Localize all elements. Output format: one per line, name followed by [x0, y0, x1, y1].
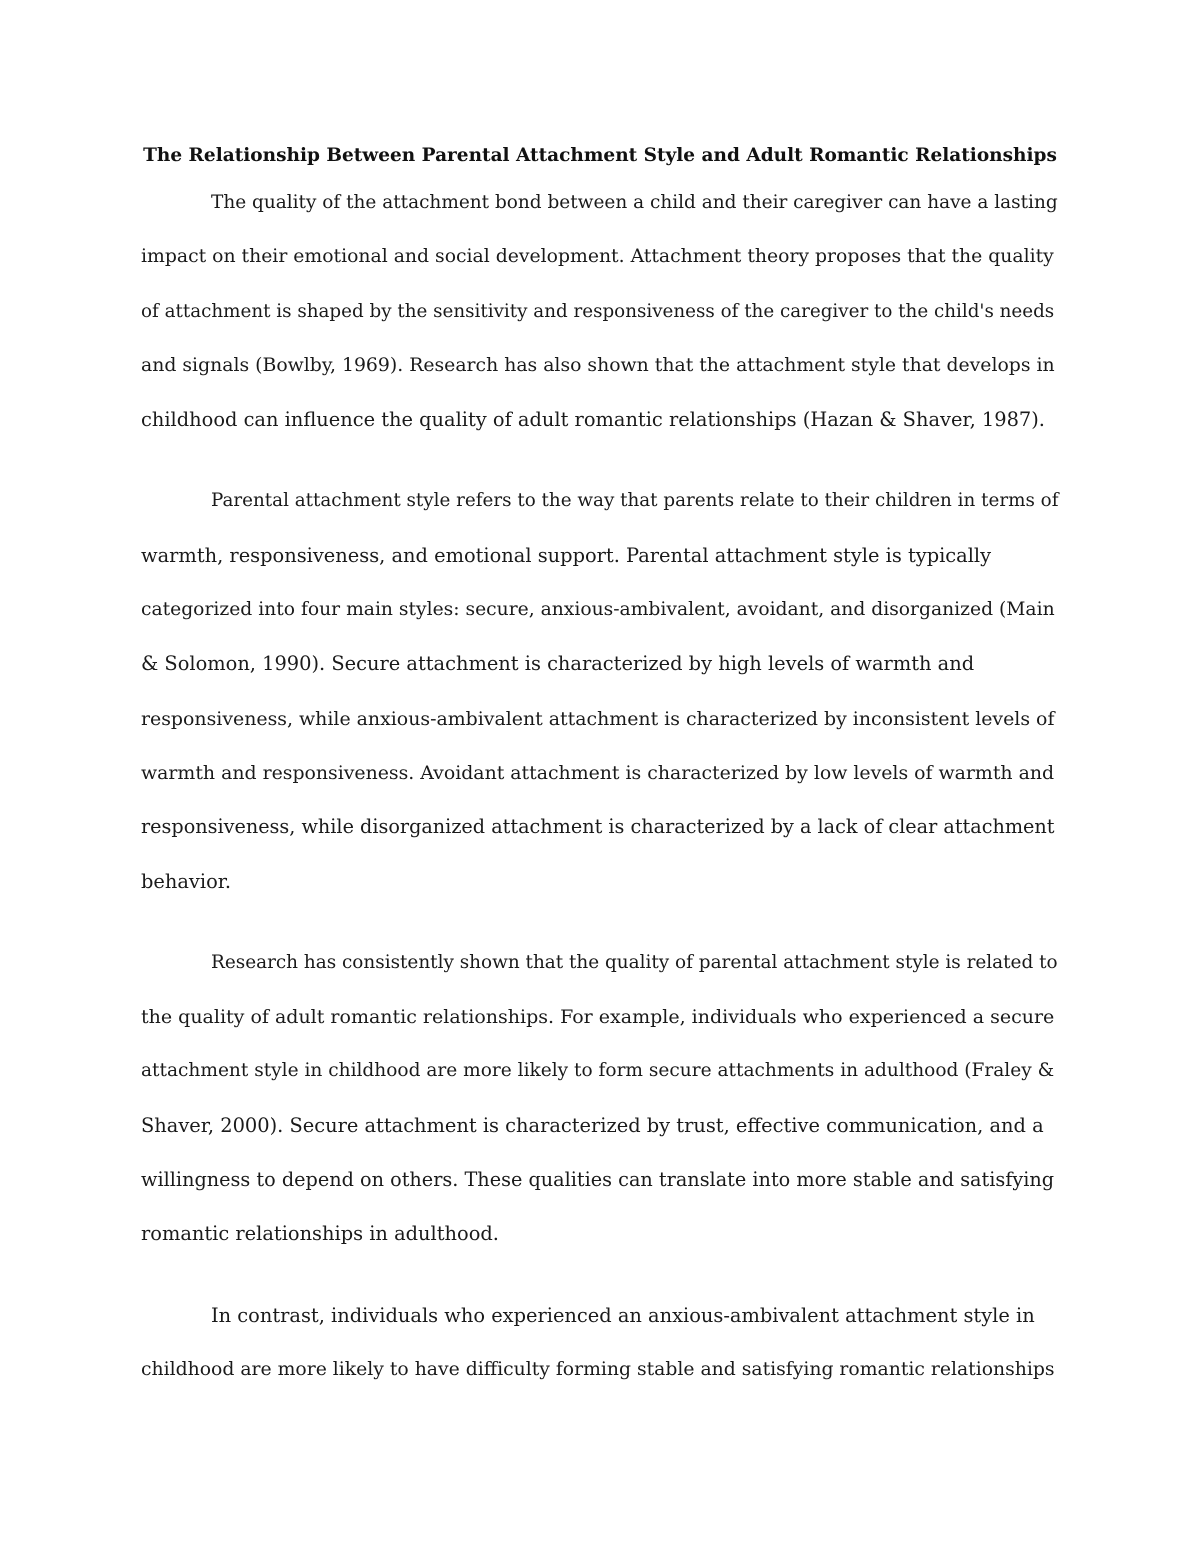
text-line: impact on their emotional and social development. Attachment theory proposes that the quality: [141, 246, 1054, 268]
text-line: Parental attachment style refers to the way that parents relate to their children in terms of: [211, 490, 1059, 512]
text-line: Research has consistently shown that the quality of parental attachment style is related to: [211, 951, 1058, 973]
document-body: [141, 136, 1059, 1397]
paragraph-parental-styles: [141, 474, 1059, 908]
text-line: and signals (Bowlby, 1969). Research has also shown that the attachment style that develops in: [141, 354, 1055, 376]
text-line: behavior.: [141, 869, 232, 893]
text-line: & Solomon, 1990). Secure attachment is characterized by high levels of warmth and: [141, 652, 975, 676]
text-line: the quality of adult romantic relationships. For example, individuals who experienced a secure: [141, 1006, 1055, 1029]
text-line: willingness to depend on others. These qualities can translate into more stable and satisfying: [141, 1168, 1055, 1192]
text-line: attachment style in childhood are more likely to form secure attachments in adulthood (Fraley &: [141, 1060, 1055, 1082]
text-line: The quality of the attachment bond between a child and their caregiver can have a lasting: [211, 192, 1058, 213]
text-line: warmth, responsiveness, and emotional support. Parental attachment style is typically: [141, 543, 992, 567]
document-title: The Relationship Between Parental Attachment Style and Adult Romantic Relationships: [143, 145, 1057, 166]
text-line: childhood can influence the quality of adult romantic relationships (Hazan & Shaver, 1987).: [141, 408, 1045, 432]
paragraph-research-findings: [141, 936, 1059, 1262]
text-line: responsiveness, while anxious-ambivalent attachment is characterized by inconsistent levels of: [141, 707, 1055, 730]
text-line: romantic relationships in adulthood.: [141, 1222, 499, 1246]
text-line: categorized into four main styles: secure, anxious-ambivalent, avoidant, and disorganized (Main: [141, 599, 1055, 621]
text-line: responsiveness, while disorganized attachment is characterized by a lack of clear attachment: [141, 815, 1055, 839]
text-line: In contrast, individuals who experienced an anxious-ambivalent attachment style in: [211, 1303, 1035, 1327]
paragraph-anxious-ambivalent: [141, 1289, 1059, 1398]
text-line: Shaver, 2000). Secure attachment is characterized by trust, effective communication, and a: [141, 1113, 1044, 1137]
text-line: of attachment is shaped by the sensitivity and responsiveness of the caregiver to the child's needs: [141, 300, 1055, 322]
text-line: childhood are more likely to have difficulty forming stable and satisfying romantic relationships: [141, 1358, 1055, 1380]
paragraph-attachment-theory: [141, 176, 1059, 447]
text-line: warmth and responsiveness. Avoidant attachment is characterized by low levels of warmth and: [141, 761, 1055, 784]
